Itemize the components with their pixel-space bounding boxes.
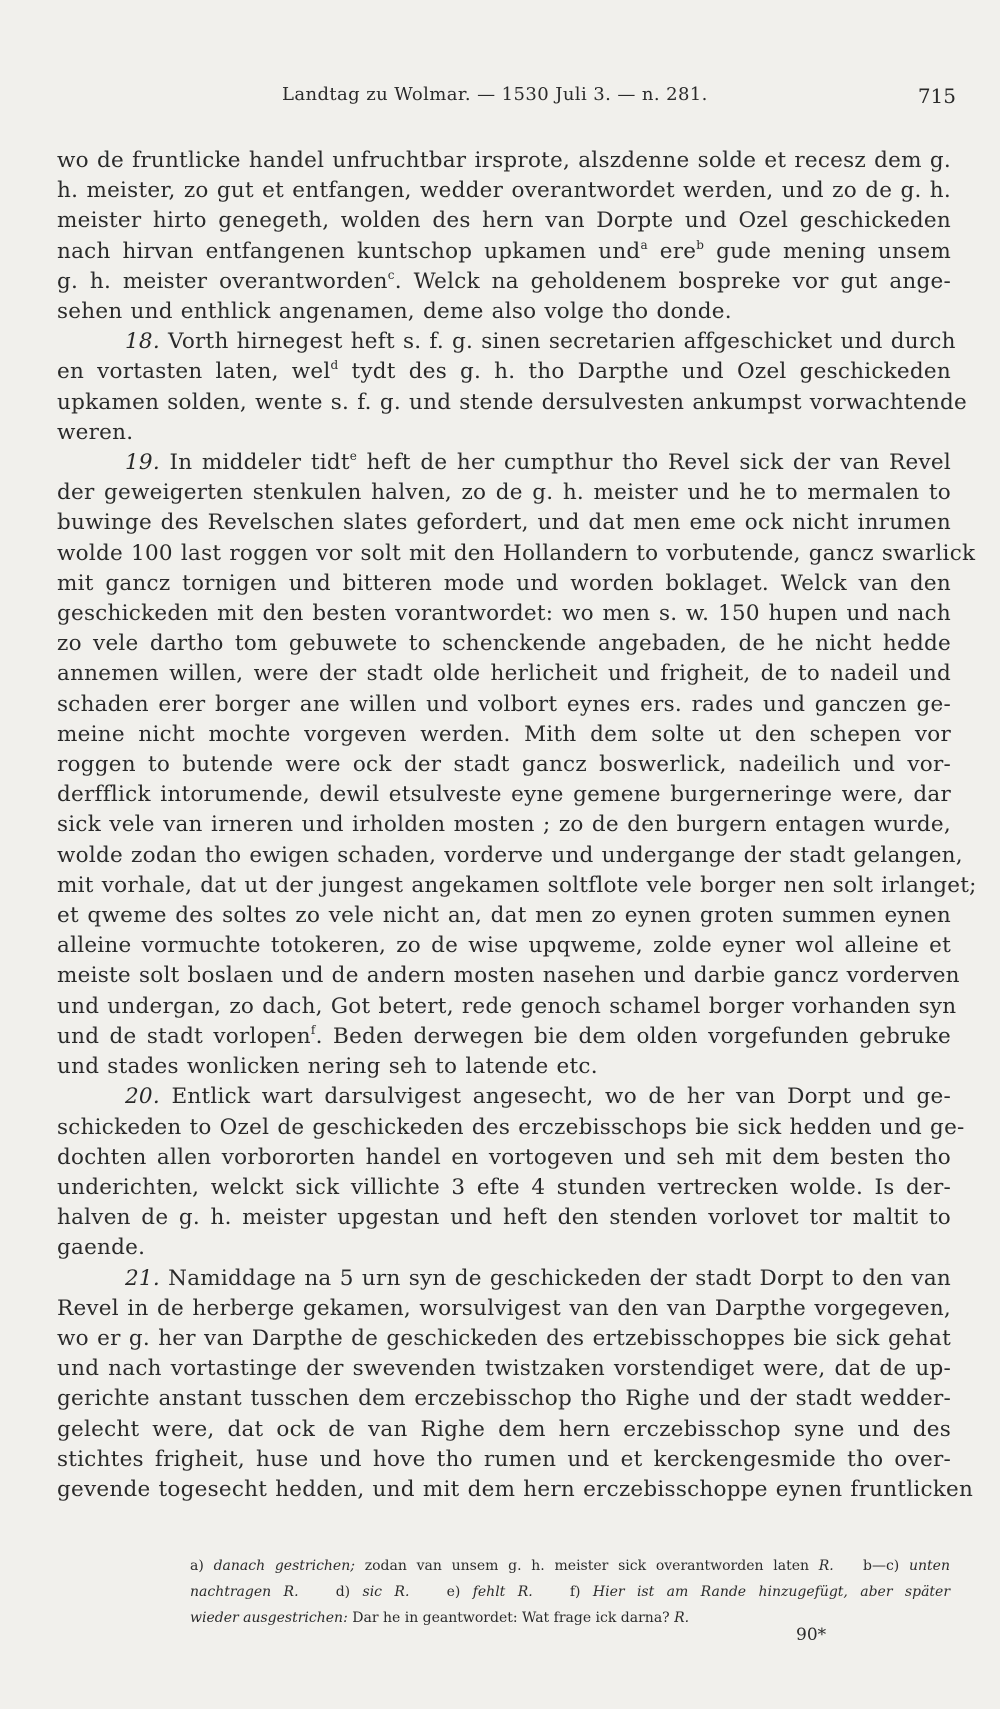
text-line	[57, 539, 976, 569]
text-line	[57, 418, 951, 448]
text-segment: wo er g. her van Darpthe de geschickeden des ertzebisschoppes bie sick gehat	[57, 1325, 951, 1351]
section-number: 20.	[125, 1084, 160, 1110]
text-segment: Namiddage na 5 urn syn de geschickeden der stadt Dorpt to den van	[159, 1265, 951, 1291]
text-segment: meine nicht mochte vorgeven werden. Mith dem solte ut den schepen vor	[57, 721, 951, 747]
text-segment: stichtes frigheit, huse und hove tho rumen und et kerckengesmide tho over-	[57, 1446, 951, 1472]
text-segment: sehen und enthlick angenamen, deme also volge tho donde.	[57, 299, 732, 325]
text-segment: wolde 100 last roggen vor solt mit den Hollandern to vorbutende, gancz swarlick	[57, 540, 976, 566]
text-segment: upkamen solden, wente s. f. g. und stende dersulvesten ankumpst vorwachtende	[57, 389, 967, 415]
text-segment: weren.	[57, 419, 134, 445]
section-number: 18.	[125, 329, 160, 355]
running-title: Landtag zu Wolmar. — 1530 Juli 3. — n. 281.	[282, 84, 708, 105]
text-segment: der geweigerten stenkulen halven, zo de g. h. meister und he to mermalen to	[57, 480, 951, 506]
section-number: 21.	[125, 1265, 160, 1291]
text-segment: gelecht were, dat ock de van Righe dem hern erczebisschop syne und des	[57, 1416, 951, 1442]
text-segment: gerichte anstant tusschen dem erczebisschop tho Righe und der stadt wedder-	[57, 1386, 951, 1412]
page-header	[56, 84, 956, 114]
footnote-marker: b	[696, 237, 705, 252]
text-segment: . Welck na geholdenem bospreke vor gut ange-	[394, 268, 951, 294]
text-line	[57, 1324, 951, 1354]
text-segment: ere	[647, 238, 697, 264]
text-line	[57, 1384, 951, 1414]
text-line	[57, 146, 951, 176]
text-line	[57, 176, 951, 206]
footnote-line: a) danach gestrichen; zodan van unsem g. h. meister sick overantworden laten R. b—c) unten	[190, 1558, 950, 1574]
main-text	[57, 146, 977, 1505]
text-line	[57, 901, 951, 931]
text-segment: tydt des g. h. tho Darpthe und Ozel geschickeden	[338, 359, 951, 385]
text-segment: dochten allen vorbororten handel en vortogeven und seh mit dem besten tho	[57, 1144, 951, 1170]
text-segment: roggen to butende were ock der stadt gancz boswerlick, nadeilich und vor-	[57, 752, 951, 778]
text-segment: Revel in de herberge gekamen, worsulvigest van den van Darpthe vorgegeven,	[57, 1295, 951, 1321]
text-line	[57, 1415, 951, 1445]
text-line	[57, 659, 951, 689]
text-line	[57, 448, 951, 478]
text-segment: Vorth hirnegest heft s. f. g. sinen secretarien affgeschicket und durch	[159, 329, 956, 355]
text-line	[57, 297, 951, 327]
text-segment: buwinge des Revelschen slates gefordert, und dat men eme ock nicht inrumen	[57, 510, 951, 536]
text-line	[57, 569, 951, 599]
text-line	[57, 629, 951, 659]
text-line	[57, 508, 951, 538]
text-segment: halven de g. h. meister upgestan und heft den stenden vorlovet tor maltit to	[57, 1205, 951, 1231]
text-segment: Entlick wart darsulvigest angesecht, wo de her van Dorpt und ge-	[159, 1084, 951, 1110]
text-line	[57, 780, 951, 810]
text-segment: geschickeden mit den besten vorantwordet: wo men s. w. 150 hupen und nach	[57, 601, 951, 627]
text-line	[57, 1082, 951, 1112]
text-line	[57, 1233, 951, 1263]
text-segment: schickeden to Ozel de geschickeden des erczebisschops bie sick hedden und ge-	[57, 1114, 965, 1140]
text-segment: sick vele van irneren und irholden mosten ; zo de den burgern entagen wurde,	[57, 812, 951, 838]
section-number: 19.	[125, 450, 160, 476]
text-segment: h. meister, zo gut et entfangen, wedder overantwordet werden, und zo de g. h.	[57, 178, 951, 204]
text-line	[57, 1294, 951, 1324]
text-line	[57, 992, 957, 1022]
text-line	[57, 1264, 951, 1294]
text-segment: gude mening unsem	[704, 238, 951, 264]
text-segment: zo vele dartho tom gebuwete to schenckende angebaden, de he nicht hedde	[57, 631, 951, 657]
text-segment: und undergan, zo dach, Got betert, rede genoch schamel borger vorhanden syn	[57, 993, 957, 1019]
text-line	[57, 1143, 951, 1173]
text-line	[57, 1203, 951, 1233]
footnote-line: wieder ausgestrichen: Dar he in geantwordet: Wat frage ick darna? R.	[190, 1610, 690, 1626]
text-line	[57, 237, 951, 267]
text-line	[57, 267, 951, 297]
text-line	[57, 810, 951, 840]
text-segment: und stades wonlicken nering seh to latende etc.	[57, 1054, 598, 1080]
signature-mark: 90*	[796, 1625, 827, 1645]
text-line	[57, 1022, 951, 1052]
footnote-marker: d	[330, 358, 339, 373]
text-segment: en vortasten laten, wel	[57, 359, 331, 385]
text-line	[57, 1052, 951, 1082]
text-line	[57, 1354, 951, 1384]
text-segment: . Beden derwegen bie dem olden vorgefunden gebruke	[315, 1023, 951, 1049]
text-segment: und nach vortastinge der swevenden twistzaken vorstendiget were, dat de up-	[57, 1356, 951, 1382]
text-segment: wolde zodan tho ewigen schaden, vorderve und undergange der stadt gelangen,	[57, 842, 963, 868]
text-line	[57, 478, 951, 508]
text-line	[57, 720, 951, 750]
footnote-marker: c	[387, 267, 395, 282]
text-line	[57, 327, 956, 357]
text-segment: gevende togesecht hedden, und mit dem hern erczebisschoppe eynen fruntlicken	[57, 1476, 974, 1502]
footnotes	[190, 1553, 950, 1631]
text-segment: meiste solt boslaen und de andern mosten nasehen und darbie gancz vorderven	[57, 963, 960, 989]
text-line	[57, 1475, 974, 1505]
text-line	[57, 961, 960, 991]
text-line	[57, 357, 951, 387]
text-segment: g. h. meister overantworden	[57, 268, 388, 294]
text-segment: mit vorhale, dat ut der jungest angekamen soltflote vele borger nen solt irlanget;	[57, 872, 977, 898]
text-segment: et qweme des soltes zo vele nicht an, dat men zo eynen groten summen eynen	[57, 903, 951, 929]
text-segment: mit gancz tornigen und bitteren mode und worden boklaget. Welck van den	[57, 570, 951, 596]
page-number: 715	[917, 84, 956, 108]
text-segment: underichten, welckt sick villichte 3 efte 4 stunden vertrecken wolde. Is der-	[57, 1174, 951, 1200]
text-line	[57, 841, 963, 871]
text-segment: nach hirvan entfangenen kuntschop upkamen und	[57, 238, 641, 264]
text-segment: In middeler tidt	[159, 450, 350, 476]
text-line	[57, 690, 951, 720]
text-line	[57, 1113, 965, 1143]
footnote-marker: f	[310, 1022, 316, 1037]
text-line	[57, 206, 951, 236]
text-line	[57, 931, 951, 961]
text-segment: meister hirto genegeth, wolden des hern van Dorpte und Ozel geschickeden	[57, 208, 951, 234]
text-segment: wo de fruntlicke handel unfruchtbar irsprote, alszdenne solde et recesz dem g.	[57, 148, 951, 173]
text-segment: alleine vormuchte totokeren, zo de wise upqweme, zolde eyner wol alleine et	[57, 933, 951, 959]
text-line	[57, 388, 967, 418]
text-line	[57, 1173, 951, 1203]
text-segment: gaende.	[57, 1235, 146, 1261]
text-segment: heft de her cumpthur tho Revel sick der van Revel	[357, 450, 952, 476]
footnote-line: nachtragen R. d) sic R. e) fehlt R. f) Hier ist am Rande hinzugefügt, aber später	[190, 1584, 951, 1600]
text-segment: annemen willen, were der stadt olde herlicheit und frigheit, de to nadeil und	[57, 661, 951, 687]
text-line	[57, 1445, 951, 1475]
footnote-marker: a	[640, 237, 648, 252]
text-line	[57, 871, 977, 901]
footnote-marker: e	[349, 449, 358, 464]
text-line	[57, 750, 951, 780]
text-segment: derfflick intorumende, dewil etsulveste eyne gemene burgerneringe were, dar	[57, 782, 951, 808]
text-segment: und de stadt vorlopen	[57, 1023, 311, 1049]
text-line	[57, 599, 951, 629]
text-segment: schaden erer borger ane willen und volbort eynes ers. rades und ganczen ge-	[57, 691, 951, 717]
